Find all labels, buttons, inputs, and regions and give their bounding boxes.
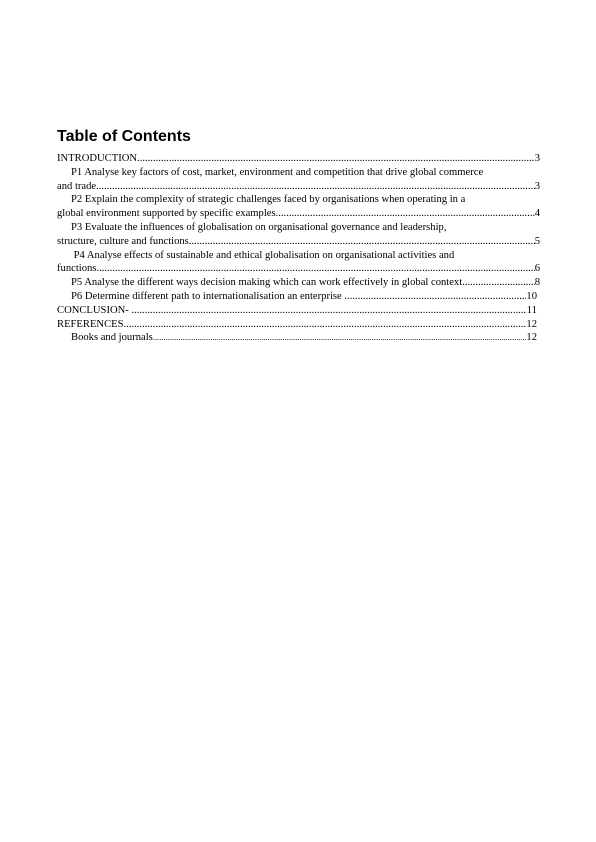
toc-page-number: 6 <box>534 263 540 275</box>
toc-entry-text: P1 Analyse key factors of cost, market, environment and competition that drive global commerce <box>71 166 484 178</box>
dot-leader <box>96 180 535 194</box>
toc-entry-text: INTRODUCTION <box>57 153 138 164</box>
toc-entry-text: P3 Evaluate the influences of globalisation on organisational governance and leadership, <box>71 221 447 233</box>
toc-entry-text: global environment supported by specific examples <box>57 208 276 220</box>
dot-leader <box>153 331 527 345</box>
toc-page-number: 8 <box>534 277 540 289</box>
toc-entry-text: P5 Analyse the different ways decision making which can work effectively in global context <box>71 277 463 289</box>
dot-leader <box>137 152 535 166</box>
toc-entry-introduction[interactable] <box>57 152 540 166</box>
toc-entry-p6[interactable] <box>57 290 540 304</box>
toc-entry-text: and trade <box>57 180 97 192</box>
dot-leader <box>344 290 526 304</box>
toc-entry-text: CONCLUSION- <box>57 304 132 316</box>
dot-leader <box>131 304 526 318</box>
toc-entry-text: P6 Determine different path to internationalisation an enterprise <box>71 290 345 302</box>
toc-entry-p1[interactable] <box>57 166 540 194</box>
toc-entry-conclusion[interactable] <box>57 304 540 318</box>
dot-leader <box>462 276 535 290</box>
toc-entry-books-and-journals[interactable] <box>57 331 540 345</box>
dot-leader <box>189 235 535 249</box>
toc-entry-text: Books and journals <box>71 332 153 344</box>
dot-leader <box>276 207 535 221</box>
toc-page-number: 12 <box>526 318 537 330</box>
toc-page-number: 12 <box>526 332 537 344</box>
toc-page-number: 5 <box>534 235 540 247</box>
toc-entry-text: REFERENCES <box>57 318 124 330</box>
toc-entry-text: functions <box>57 263 97 275</box>
toc-page-number: 10 <box>526 290 537 302</box>
dot-leader <box>96 262 534 276</box>
toc-entry-text: P4 Analyse effects of sustainable and ethical globalisation on organisational activities and <box>71 249 455 261</box>
toc-entry-p4[interactable] <box>57 249 540 277</box>
toc-page-number: 4 <box>534 208 540 220</box>
toc-entry-p5[interactable] <box>57 276 540 290</box>
toc-title: Table of Contents <box>57 128 191 145</box>
dot-leader <box>124 318 527 332</box>
toc-entry-p3[interactable] <box>57 221 540 249</box>
toc-entry-text: structure, culture and functions <box>57 235 189 247</box>
toc-entry-p2[interactable] <box>57 193 540 221</box>
table-of-contents <box>57 152 540 345</box>
toc-entry-references[interactable] <box>57 318 540 332</box>
toc-entry-text: P2 Explain the complexity of strategic challenges faced by organisations when operating in a <box>71 194 466 206</box>
toc-page-number: 11 <box>526 304 537 316</box>
toc-page-number: 3 <box>534 180 540 192</box>
toc-page-number: 3 <box>534 153 540 164</box>
